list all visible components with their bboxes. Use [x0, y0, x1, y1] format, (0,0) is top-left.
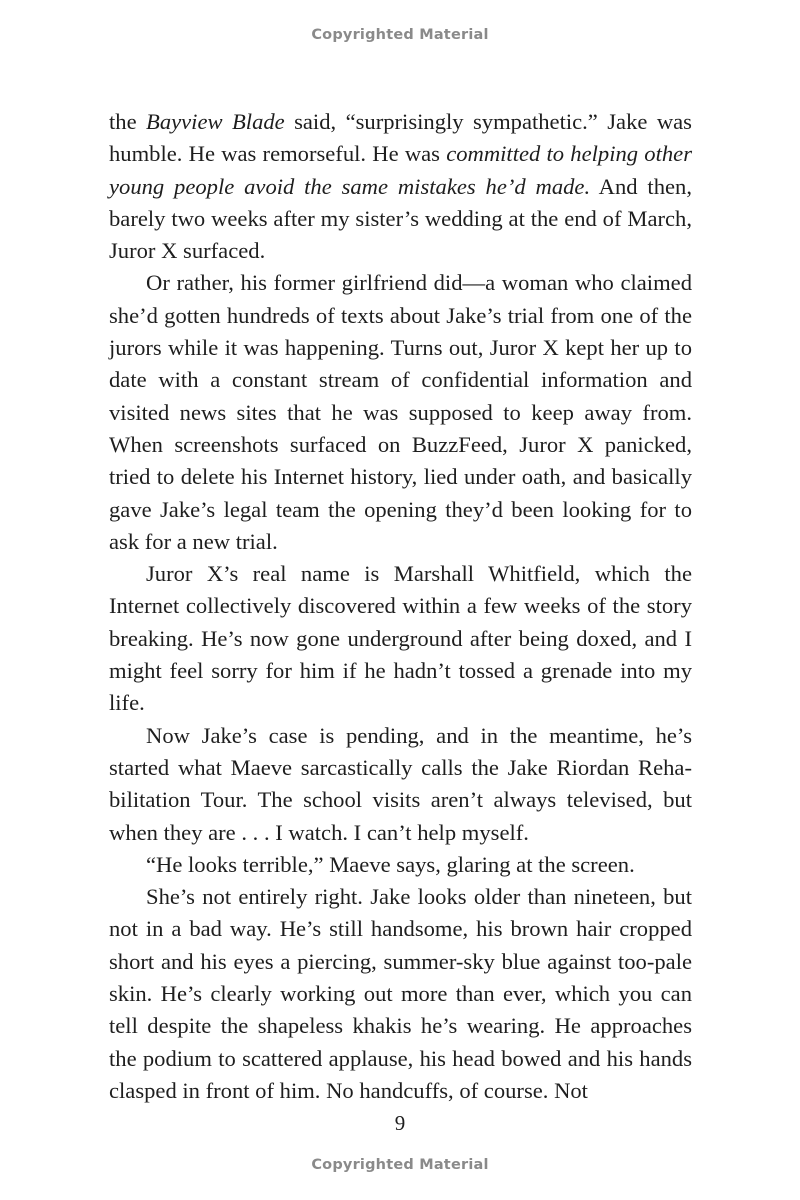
newspaper-title: Bayview Blade [146, 109, 285, 134]
paragraph-1-text-e: And then, barely two weeks after my sister’s wedding at the end of March, Juror X surfaced. [109, 173, 692, 264]
paragraph-1-text-a: the [109, 109, 147, 134]
paragraph-1-text-c: said, “surprisingly sympathetic.” Jake was humble. He was remorseful. He was [109, 109, 692, 167]
page-number: 9 [394, 1111, 406, 1135]
paragraph-2: Or rather, his former girlfriend did—a woman who claimed she’d gotten hundreds of texts about Jake’s trial from one of the jurors while it was happening. Turns out, Juror X kept her up to date with a constant stream of confidential information and visited news sites that he was supposed to keep away from. When screenshots surfaced on BuzzFeed, Juror X panicked, tried to delete his Internet history, lied under oath, and basically gave Jake’s legal team the opening they’d been looking for to ask for a new trial. [109, 270, 692, 554]
paragraph-6: She’s not entirely right. Jake looks older than nineteen, but not in a bad way. He’s still handsome, his brown hair cropped short and his eyes a piercing, summer-sky blue against too-pale skin. He’s clearly working out more than ever, which you can tell despite the shapeless khakis he’s wearing. He approaches the podium to scattered applause, his head bowed and his hands clasped in front of him. No handcuffs, of course. Not [109, 884, 692, 1103]
italic-quote: committed to helping other young people avoid the same mistakes he’d made. [109, 141, 692, 199]
page-body [109, 106, 692, 1107]
copyright-watermark-top: Copyrighted Material [311, 27, 489, 43]
paragraph-1 [109, 106, 692, 267]
paragraph-5: “He looks terrible,” Maeve says, glaring at the screen. [146, 851, 635, 877]
paragraph-3: Juror X’s real name is Marshall Whitfield, which the Internet collectively discovered within a few weeks of the story breaking. He’s now gone underground after being doxed, and I might feel sorry for him if he hadn’t tossed a grenade into my life. [109, 561, 692, 716]
paragraph-4: Now Jake’s case is pending, and in the meantime, he’s started what Maeve sarcastically calls the Jake Riordan Rehabilitation Tour. The school visits aren’t always televised, but when they are . . . I watch. I can’t help myself. [109, 722, 692, 845]
copyright-watermark-bottom: Copyrighted Material [311, 1157, 489, 1173]
